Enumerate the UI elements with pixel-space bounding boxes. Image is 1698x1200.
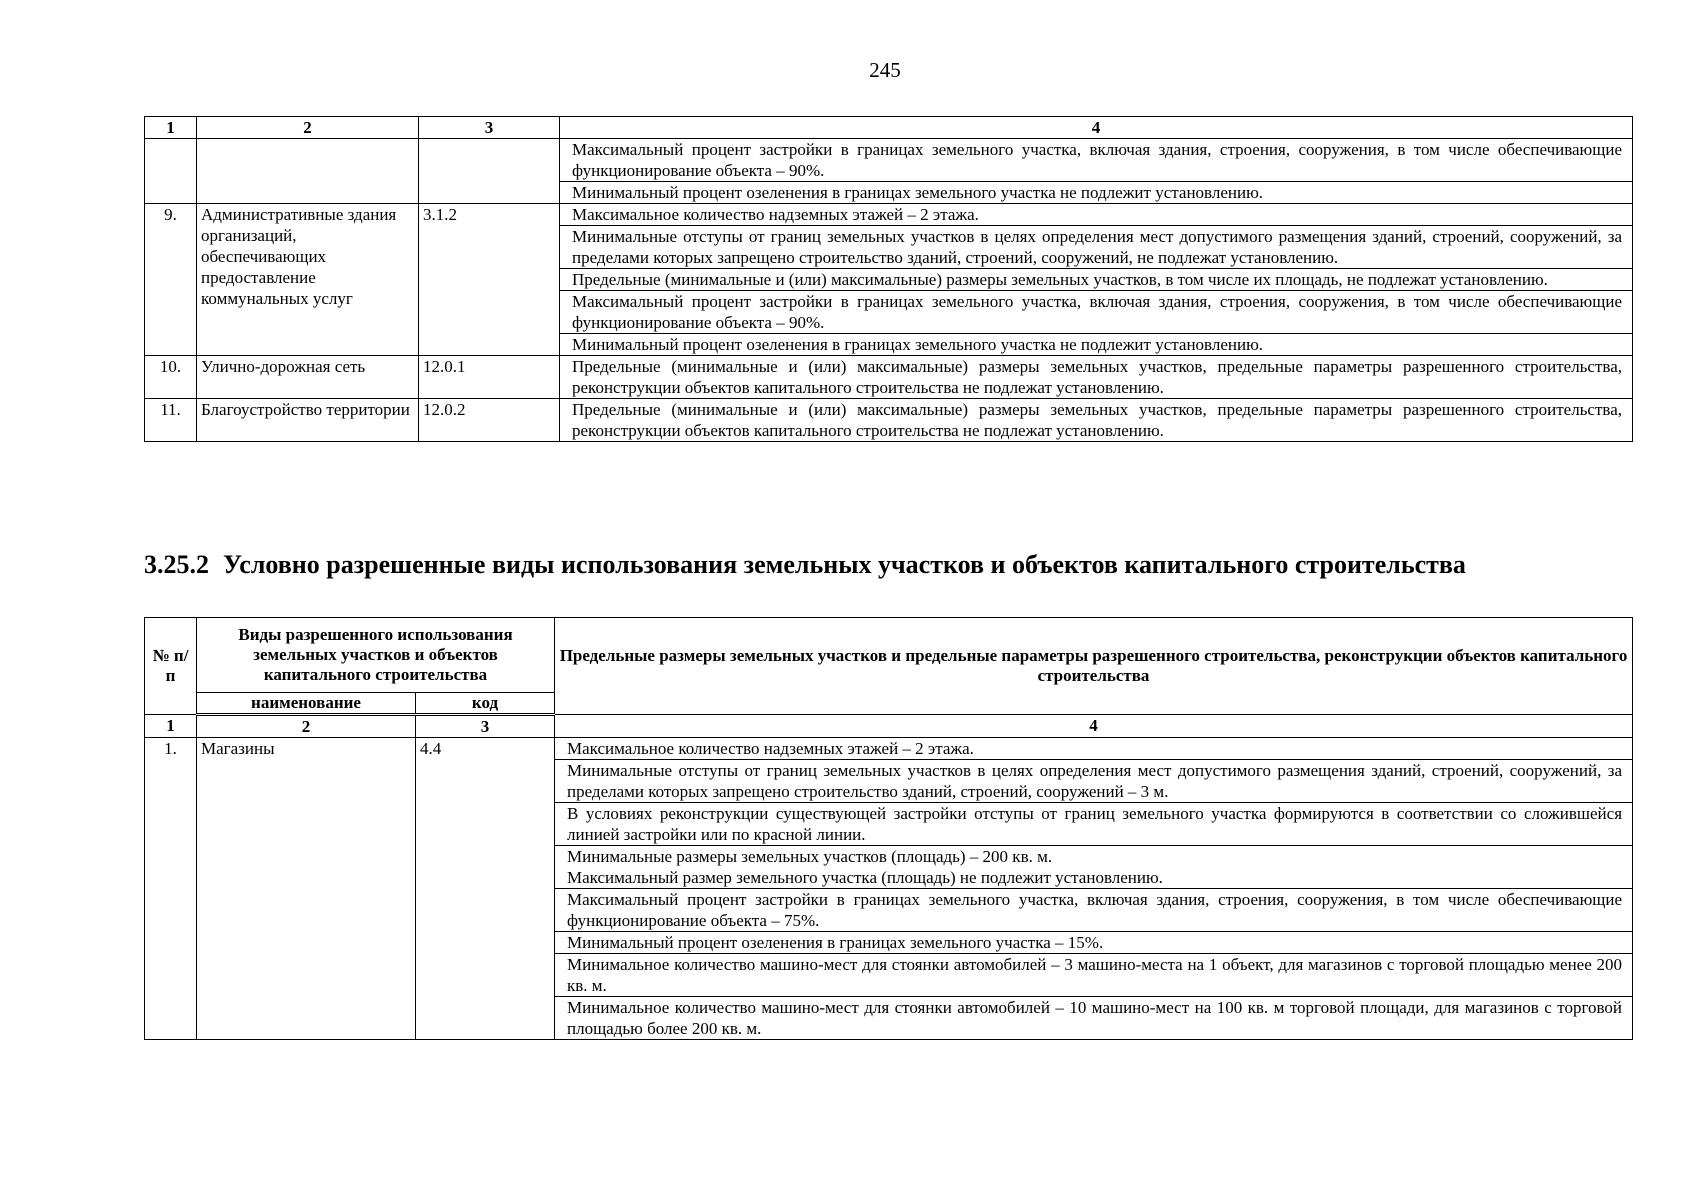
parameter-cell: [555, 846, 1633, 889]
row-number-cell: 10.: [145, 356, 197, 399]
row-name-cell: Улично-дорожная сеть: [197, 356, 419, 399]
parameter-line: Минимальные размеры земельных участков (площадь) – 200 кв. м.: [567, 847, 1053, 866]
parameter-cell: Максимальное количество надземных этажей – 2 этажа.: [560, 204, 1633, 226]
table-row: [145, 356, 1633, 399]
column-number: 4: [555, 715, 1633, 738]
section-heading: [144, 550, 1466, 580]
column-number: 2: [197, 715, 416, 738]
table-row: [145, 399, 1633, 442]
column-number-row: [145, 117, 1633, 139]
parameter-cell: Предельные (минимальные и (или) максимальные) размеры земельных участков, в том числе их площадь, не подлежат установлению.: [560, 269, 1633, 291]
column-number: 3: [419, 117, 560, 139]
column-number: 3: [416, 715, 555, 738]
parameter-cell: Максимальный процент застройки в границах земельного участка, включая здания, строения, сооружения, в том числе обеспечивающие функционирование объекта – 90%.: [560, 139, 1633, 182]
parameter-cell: В условиях реконструкции существующей застройки отступы от границ земельного участка формируются в соответствии со сложившейся линией застройки или по красной линии.: [555, 803, 1633, 846]
parameter-cell: Минимальный процент озеленения в границах земельного участка не подлежит установлению.: [560, 334, 1633, 356]
parameter-cell: Минимальный процент озеленения в границах земельного участка – 15%.: [555, 932, 1633, 954]
row-name-cell: Благоустройство территории: [197, 399, 419, 442]
parameter-cell: Минимальное количество машино-мест для стоянки автомобилей – 3 машино-места на 1 объект, для магазинов с торговой площадью менее 200 кв. м.: [555, 954, 1633, 997]
column-number: 4: [560, 117, 1633, 139]
header-number-label: № п/п: [145, 618, 197, 715]
row-code-cell: [419, 139, 560, 204]
parameter-cell: Предельные (минимальные и (или) максимальные) размеры земельных участков, предельные параметры разрешенного строительства, реконструкции объектов капитального строительства не подлежат установлению.: [560, 356, 1633, 399]
row-code-cell: 12.0.2: [419, 399, 560, 442]
column-number-row: [145, 715, 1633, 738]
row-number-cell: [145, 139, 197, 204]
row-name-cell: Административные здания организаций, обеспечивающих предоставление коммунальных услуг: [197, 204, 419, 356]
parameter-cell: Минимальный процент озеленения в границах земельного участка не подлежит установлению.: [560, 182, 1633, 204]
column-number: 1: [145, 715, 197, 738]
row-name-cell: [197, 139, 419, 204]
section-title-text: Условно разрешенные виды использования земельных участков и объектов капитального строительства: [223, 550, 1466, 579]
conditional-uses-table: [144, 617, 1633, 1040]
header-params-label: Предельные размеры земельных участков и предельные параметры разрешенного строительства, реконструкции объектов капитального строительства: [555, 618, 1633, 715]
header-types-label: Виды разрешенного использования земельных участков и объектов капитального строительства: [197, 618, 555, 693]
table-row: [145, 738, 1633, 760]
row-code-cell: 4.4: [416, 738, 555, 1040]
row-number-cell: 11.: [145, 399, 197, 442]
section-number: 3.25.2: [144, 550, 209, 579]
table-header-row: [145, 618, 1633, 693]
parameter-cell: Минимальное количество машино-мест для стоянки автомобилей – 10 машино-мест на 100 кв. м торговой площади, для магазинов с торговой площадью более 200 кв. м.: [555, 997, 1633, 1040]
table-row: [145, 204, 1633, 226]
column-number: 2: [197, 117, 419, 139]
row-number-cell: 1.: [145, 738, 197, 1040]
parameter-line: Максимальный размер земельного участка (площадь) не подлежит установлению.: [567, 868, 1163, 887]
parameter-cell: Минимальные отступы от границ земельных участков в целях определения мест допустимого размещения зданий, строений, сооружений, за пределами которых запрещено строительство зданий, строений, сооружений, не подлежат установлению.: [560, 226, 1633, 269]
page-number: 245: [869, 58, 901, 82]
parameter-cell: Максимальный процент застройки в границах земельного участка, включая здания, строения, сооружения, в том числе обеспечивающие функционирование объекта – 75%.: [555, 889, 1633, 932]
parameter-cell: Максимальное количество надземных этажей – 2 этажа.: [555, 738, 1633, 760]
parameter-cell: Минимальные отступы от границ земельных участков в целях определения мест допустимого размещения зданий, строений, сооружений, за пределами которых запрещено строительство зданий, строений, сооружений – 3 м.: [555, 760, 1633, 803]
table-row: [145, 139, 1633, 182]
header-name-label: наименование: [197, 693, 416, 715]
top-regulations-table: [144, 116, 1633, 442]
parameter-cell: Максимальный процент застройки в границах земельного участка, включая здания, строения, сооружения, в том числе обеспечивающие функционирование объекта – 90%.: [560, 291, 1633, 334]
row-number-cell: 9.: [145, 204, 197, 356]
row-name-cell: Магазины: [197, 738, 416, 1040]
row-code-cell: 3.1.2: [419, 204, 560, 356]
parameter-cell: Предельные (минимальные и (или) максимальные) размеры земельных участков, предельные параметры разрешенного строительства, реконструкции объектов капитального строительства не подлежат установлению.: [560, 399, 1633, 442]
column-number: 1: [145, 117, 197, 139]
header-code-label: код: [416, 693, 555, 715]
row-code-cell: 12.0.1: [419, 356, 560, 399]
